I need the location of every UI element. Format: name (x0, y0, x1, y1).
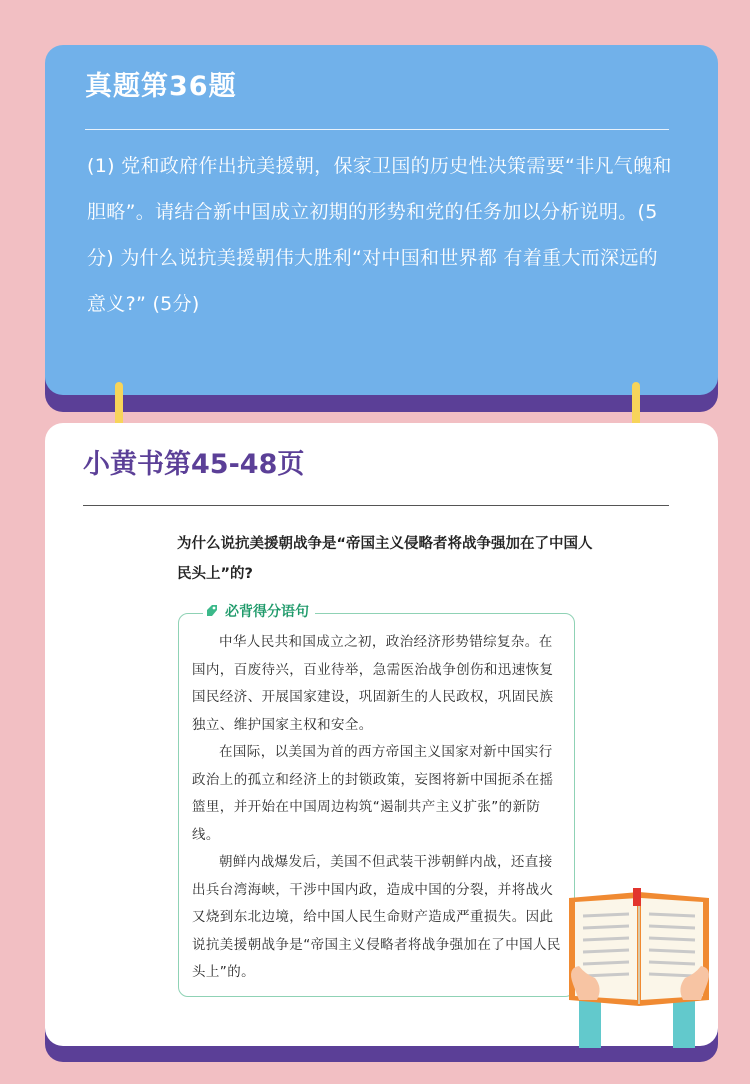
reference-card (45, 423, 718, 1046)
open-book-icon (565, 888, 715, 1048)
reference-title: 小黄书第45-48页 (83, 449, 305, 480)
divider (85, 129, 669, 130)
exam-question-card (45, 45, 718, 395)
answer-box (178, 604, 575, 997)
leaf-tag-icon (205, 604, 219, 618)
answer-tag-label: 必背得分语句 (225, 604, 309, 620)
exam-question-title: 真题第36题 (85, 71, 237, 102)
answer-paragraph: 朝鲜内战爆发后，美国不但武装干涉朝鲜内战，还直接出兵台湾海峡，干涉中国内政，造成中国的分裂，并将战火又烧到东北边境，给中国人民生命财产造成严重损失。因此说抗美援朝战争是“帝国主义侵略者将战争强加在了中国人民头上”的。 (192, 854, 561, 980)
reference-question: 为什么说抗美援朝战争是“帝国主义侵略者将战争强加在了中国人民头上”的? (177, 536, 593, 582)
exam-question-text: (1) 党和政府作出抗美援朝，保家卫国的历史性决策需要“非凡气魄和胆略”。请结合新中国成立初期的形势和党的任务加以分析说明。(5分) 为什么说抗美援朝伟大胜利“对中国和世界都 有着重大而深远的意义?” (5分) (87, 155, 672, 315)
answer-paragraph: 中华人民共和国成立之初，政治经济形势错综复杂。在国内，百废待兴，百业待举，急需医治战争创伤和迅速恢复国民经济、开展国家建设，巩固新生的人民政权，巩固民族独立、维护国家主权和安全。 (192, 634, 554, 733)
answer-text (192, 629, 564, 987)
answer-paragraph: 在国际，以美国为首的西方帝国主义国家对新中国实行政治上的孤立和经济上的封锁政策，妄图将新中国扼杀在摇篮里，并开始在中国周边构筑“遏制共产主义扩张”的新防线。 (192, 744, 554, 843)
answer-tag (203, 600, 315, 624)
divider (83, 505, 669, 506)
